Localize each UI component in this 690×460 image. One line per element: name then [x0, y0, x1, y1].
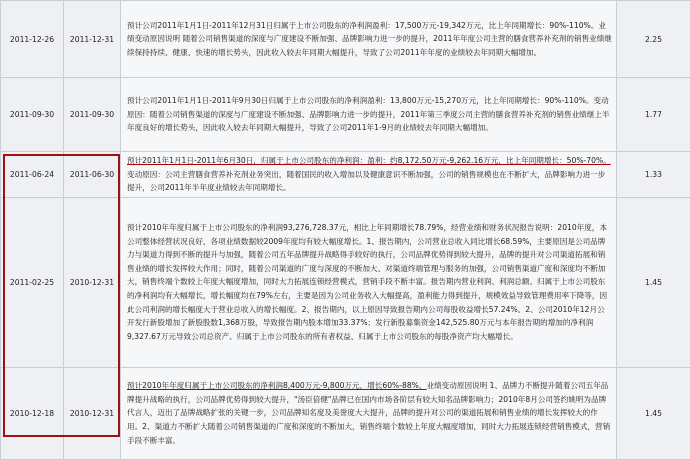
announce-date: 2010-12-18 [1, 367, 64, 459]
value-cell: 1.45 [617, 367, 690, 459]
value-cell: 2.25 [617, 1, 690, 78]
announce-date: 2011-12-26 [1, 1, 64, 78]
report-date: 2010-12-31 [64, 367, 121, 459]
report-date: 2010-12-31 [64, 197, 121, 367]
forecast-text [121, 152, 617, 198]
announce-date: 2011-09-30 [1, 78, 64, 152]
table-row [1, 197, 690, 367]
value-cell: 1.33 [617, 152, 690, 198]
announce-date: 2011-06-24 [1, 152, 64, 198]
table-row [1, 152, 690, 198]
report-date: 2011-12-31 [64, 1, 121, 78]
value-cell: 1.45 [617, 197, 690, 367]
forecast-text [121, 78, 617, 152]
forecast-text-rest: 业绩变动原因说明 1、品牌力不断提升随着公司五年品牌提升战略的执行，公司品牌优势得到较大提升，"汤臣倍健"品牌已在国内市场各阶层有较大知名品牌影响力；2010年8月公司签约姚明为品牌代言人，迈出了品牌战略扩张的关键一步，公司品牌知名度及美誉度大大提升，品牌的提升对公司的渠道拓展和销售业绩的增长发挥较大的作用。2、渠道力不断扩大随着公司销售渠道的广度和深度的不断加大，销售终端个数较上年度大幅度增加，同时大力拓展连锁经营销售模式，营销手段不断丰富。 [127, 381, 610, 444]
forecast-text [121, 197, 617, 367]
announce-date: 2011-02-25 [1, 197, 64, 367]
report-date: 2011-09-30 [64, 78, 121, 152]
forecast-text [121, 367, 617, 459]
forecast-text-body: 预计2010年年度归属于上市公司股东的净利润93,276,728.37元，相比上年同期增长78.79%，经营业绩和财务状况报告说明：2010年度，本公司整体经营状况良好，各项业绩数据较2009年度均有较大幅度增长。1、报告期内，公司营业总收入同比增长68.59%，主要原因是公司品牌力与渠道力得到不断的提升与加强，随着公司五年品牌提升战略得手较好的执行，公司品牌优势得到较大提升，品牌的提升对公司渠道拓展和销售业绩的增长发挥较大作用；同时，随着公司渠道的广度与深度的不断加大、对渠道终端管理与服务的加强，公司销售渠道广度和深度均不断加大，销售终端个数较上年度大幅度增加，同时大力拓展连锁经营模式，营销手段不断丰富。报告期内营业利润、利润总额、归属于上市公司股东的净利润均有大幅增长，增长幅度均在79%左右，主要是因为公司业务收入大幅提高，盈利能力得到提升，规模效益导致管理费用率下降等，因此公司利润的增长幅度大于营业总收入的增长幅度。2、报告期内，以上原因导致报告期内公司每股收益增长57.24%。2、公司2010年12月公开发行新股增加了新股股数1,368万股，导致报告期内股本增加33.37%；发行新股募集资金142,525.80万元与本年报告期的增加的净利润9,327.67万元导致公司总资产、归属于上市公司股东的所有者权益、归属于上市公司股东的每股净资产均大幅增长。 [127, 221, 612, 343]
forecast-text-body: 预计公司2011年1月1日-2011年12月31日归属于上市公司股东的净利润盈利：17,500万元-19,342万元，比上年同期增长：90%-110%。业绩变动原因说明 随着公司销售渠道的深度与广度建设不断加强、品牌影响力进一步的提升，2011年年度公司主营的膳食营养补充剂的销售业绩继续保持持续、健康、快速的增长势头，因此收入较去年同期大幅提升，导致了公司2011年年度的业绩较去年同期大幅增加。 [127, 19, 612, 60]
forecast-text-rest: 变动原因：公司主营膳食营养补充剂业务突出，随着国民的收入增加以及健康意识不断加强，公司的销售规模也在不断扩大，品牌影响力进一步提升，公司2011年半年度业绩较去年同期增长。 [127, 170, 605, 193]
table-row [1, 367, 690, 459]
highlighted-forecast: 预计2010年年度归属于上市公司股东的净利润8,400万元-9,800万元，增长60%-88%， [127, 381, 426, 390]
table-row [1, 1, 690, 78]
forecast-text [121, 1, 617, 78]
highlighted-forecast: 预计2011年1月1日-2011年6月30日，归属于上市公司股东的净利润：盈利：约8,172.50万元-9,262.16万元，比上年同期增长：50%-70%。 [127, 156, 611, 165]
forecast-text-body: 预计公司2011年1月1日-2011年9月30日归属于上市公司股东的净利润盈利：13,800万元-15,270万元，比上年同期增长：90%-110%。变动原因：随着公司销售渠道的深度与广度建设不断加强、品牌影响力进一步的提升，2011年第三季度公司主营的膳食营养补充剂的销售业绩继上半年度良好的增长势头，因此收入较去年同期大幅提升，导致了公司2011年1-9月的业绩较去年同期大幅增加。 [127, 94, 612, 135]
value-cell: 1.77 [617, 78, 690, 152]
report-date: 2011-06-30 [64, 152, 121, 198]
table-row [1, 78, 690, 152]
